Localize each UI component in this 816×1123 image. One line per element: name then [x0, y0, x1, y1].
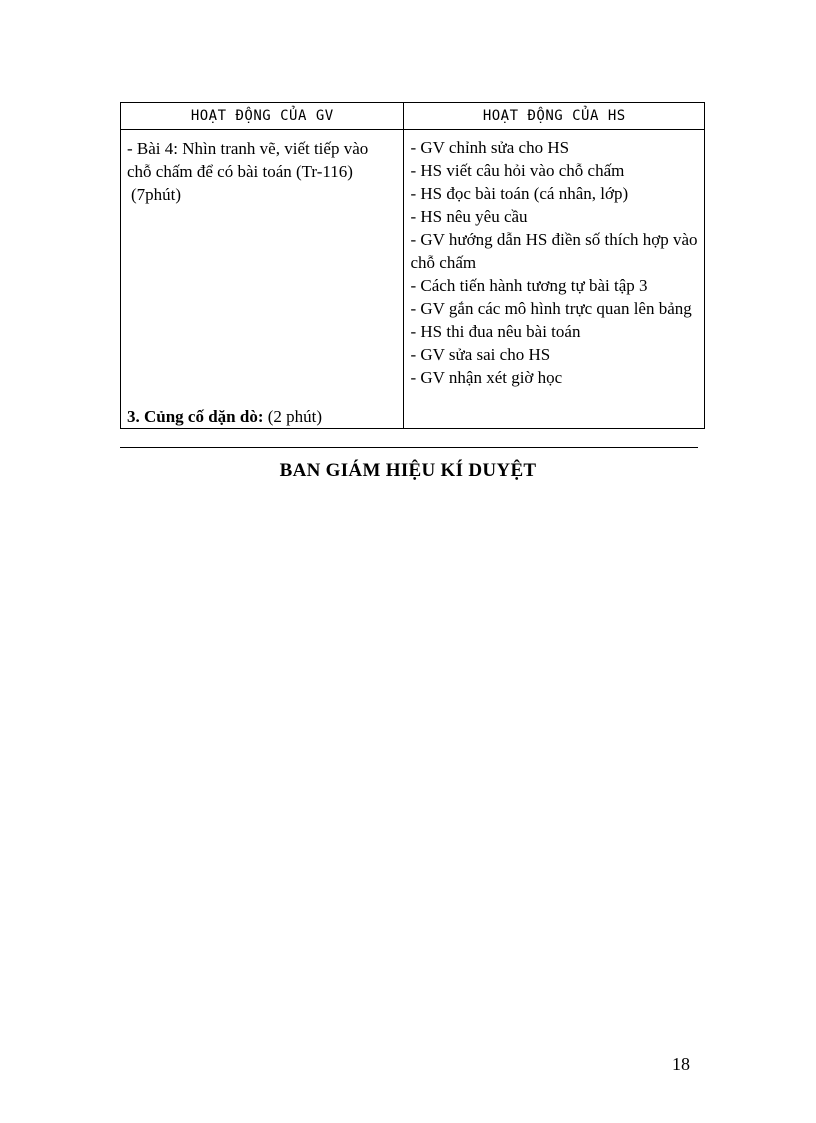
- list-item: - GV gắn các mô hình trực quan lên bảng: [410, 299, 692, 318]
- list-item: - HS viết câu hỏi vào chỗ chấm: [410, 161, 625, 180]
- header-teacher-activities: HOẠT ĐỘNG CỦA GV: [121, 103, 404, 130]
- closing-heading: 3. Củng cố dặn dò:: [127, 407, 264, 426]
- header-student-activities: HOẠT ĐỘNG CỦA HS: [404, 103, 705, 130]
- teacher-activity-cell: [121, 130, 404, 429]
- student-activity-cell: [404, 130, 705, 429]
- list-item: - HS đọc bài toán (cá nhân, lớp): [410, 184, 629, 203]
- closing-duration: (2 phút): [263, 407, 323, 426]
- list-item: - GV hướng dẫn HS điền số thích hợp vào chỗ chấm: [410, 230, 698, 272]
- approval-title: BAN GIÁM HIỆU KÍ DUYỆT: [279, 460, 537, 481]
- exercise-4-line-2: chỗ chấm để có bài toán (Tr-116): [127, 162, 353, 181]
- list-item: - GV chỉnh sửa cho HS: [410, 138, 570, 157]
- list-item: - HS thi đua nêu bài toán: [410, 322, 581, 341]
- list-item: - GV sửa sai cho HS: [410, 345, 551, 364]
- section-divider: [120, 447, 698, 448]
- list-item: - HS nêu yêu cầu: [410, 207, 528, 226]
- lesson-activity-table: [120, 102, 705, 429]
- list-item: - Cách tiến hành tương tự bài tập 3: [410, 276, 648, 295]
- table-row: [121, 130, 705, 429]
- closing-section: [127, 405, 322, 428]
- exercise-4-line-1: - Bài 4: Nhìn tranh vẽ, viết tiếp vào: [127, 139, 369, 158]
- page-number: 18: [672, 1054, 690, 1074]
- student-activity-list: [404, 130, 704, 389]
- list-item: - GV nhận xét giờ học: [410, 368, 563, 387]
- table-header-row: [121, 103, 705, 130]
- exercise-4-duration: (7phút): [131, 185, 182, 204]
- exercise-4-instruction: [121, 130, 403, 183]
